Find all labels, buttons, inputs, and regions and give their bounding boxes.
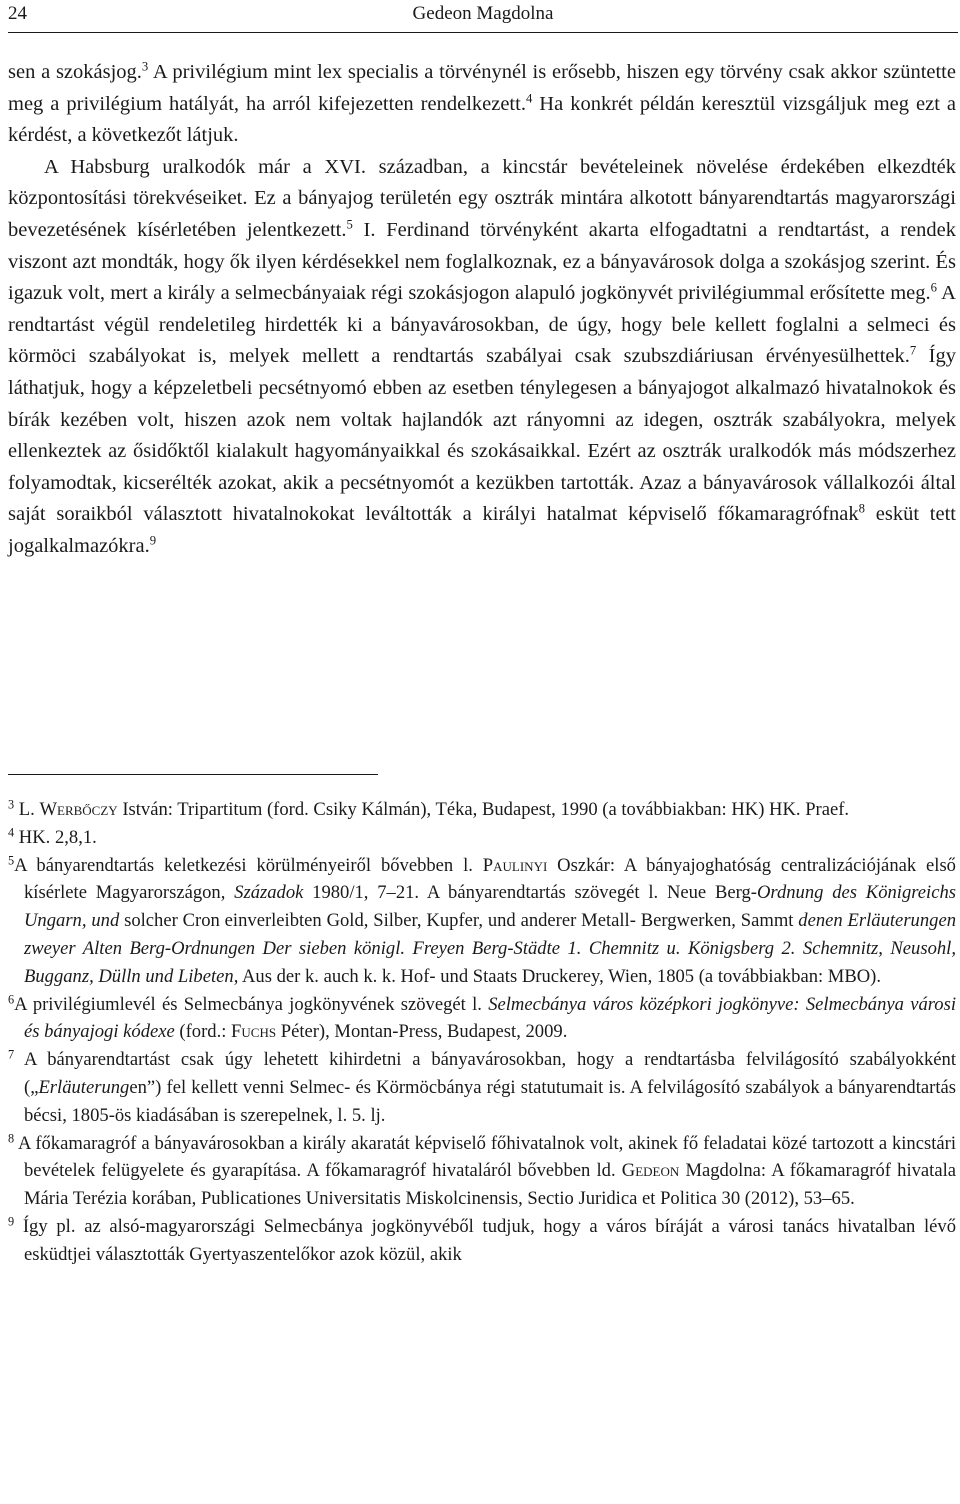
- text-run: A bányarendtartás keletkezési körülményeiről bővebben l.: [14, 854, 483, 876]
- page-number: 24: [8, 3, 27, 24]
- text-run: solcher Cron einverleibten Gold, Silber, Kupfer, und anderer Metall- Bergwerken, Sammt: [119, 910, 799, 932]
- term: Erläuterung: [38, 1076, 130, 1098]
- footnote-5: [8, 852, 956, 991]
- paragraph-1: [8, 57, 956, 152]
- text-run: A főkamaragróf a bányavárosokban a király akaratát képviselő főhivatalnok volt, akinek fő feladatai közé tartozott a kincstári bevételek felügyelete és gyarapítása. A főkamaragróf hivataláról bővebben ld.: [14, 1132, 956, 1182]
- work-title: Selmecbánya város középkori jogkönyve: Selmecbánya városi és bányajogi kódexe: [24, 993, 957, 1043]
- footnotes: [8, 796, 956, 1269]
- footnote-number: 9: [8, 1214, 15, 1229]
- text-run: (ford.:: [174, 1021, 232, 1043]
- footnote-ref-9[interactable]: 9: [149, 533, 157, 548]
- text-run: Magdolna: A főkamaragróf hivatala Mária Terézia korában, Publicationes Universitatis Miskolcinensis, Sectio Juridica et Politica 30 (2012), 53–65.: [24, 1160, 956, 1210]
- footnote-ref-5[interactable]: 5: [346, 217, 353, 232]
- text-run: Oszkár: A bányajoghatóság centralizációjának első kísérlete Magyarországon,: [24, 854, 956, 904]
- footnote-number: 5: [8, 852, 15, 867]
- main-text: [8, 57, 956, 563]
- work-title: denen Erläuterungen zweyer Alten Berg-Ordnungen Der sieben königl. Freyen Berg-Städte 1. Chemnitz u. Königsberg 2. Schemnitz, Neusohl, Bugganz, Dülln und Libeten: [24, 910, 956, 987]
- text-run: A privilégium mint lex specialis a törvénynél is erősebb, hiszen egy törvény csak akkor szüntette meg a privilégium hatályát, ha arról kifejezetten rendelkezett.: [8, 61, 956, 115]
- footnote-4: [8, 824, 956, 852]
- text-run: 1980/1, 7–21. A bányarendtartás szövegét l. Neue Berg-: [303, 882, 757, 904]
- author-name: Paulinyi: [482, 854, 548, 876]
- footnote-ref-3[interactable]: 3: [141, 59, 149, 74]
- author-name: Werbőczy: [39, 799, 118, 820]
- journal-title: Századok: [234, 882, 304, 904]
- text-run: esküt tett jogalkalmazókra.: [8, 503, 956, 557]
- text-run: , Aus der k. auch k. k. Hof- und Staats Druckerey, Wien, 1805 (a továbbiakban: MBO).: [233, 965, 882, 987]
- text-run: A privilégiumlevél és Selmecbánya jogkönyvének szövegét l.: [14, 993, 489, 1015]
- running-author: Gedeon Magdolna: [412, 3, 554, 24]
- running-header: [8, 0, 958, 33]
- text-run: Így pl. az alsó-magyarországi Selmecbánya jogkönyvéből tudjuk, hogy a város bíráját a városi tanács hivatalban lévő esküdtjei választották Gyertyaszentelőkor azok közül, akik: [14, 1215, 956, 1265]
- text-run: A Habsburg uralkodók már a XVI. században, a kincstár bevételeinek növelése érdekében elkezdték központosítási törekvéseiket. Ez a bányajog területén egy osztrák mintára alkotott bányarendtartás magyarországi bevezetésének kísérletében jelentkezett.: [8, 155, 956, 241]
- text-run: I. Ferdinand törvényként akarta elfogadtatni a rendtartást, a rendek viszont azt mondták, hogy ők ilyen kérdésekkel nem foglalkoznak, ez a bányavárosok dolga a szokásjog szerint. És igazuk volt, mert a király a selmecbányaiak régi szokásjogon alapuló jogkönyvét privilégiummal erősítette meg.: [8, 218, 956, 305]
- footnote-number: 7: [8, 1047, 15, 1062]
- text-run: L.: [18, 799, 40, 820]
- author-name: Gedeon: [621, 1160, 680, 1182]
- footnote-6: [8, 991, 956, 1047]
- paragraph-2: [8, 152, 956, 563]
- footnote-9: [8, 1213, 956, 1269]
- author-name: Fuchs: [231, 1021, 277, 1043]
- text-run: HK. 2,8,1.: [18, 826, 97, 848]
- footnote-separator: [8, 774, 378, 775]
- footnote-ref-6[interactable]: 6: [930, 280, 938, 295]
- footnote-ref-8[interactable]: 8: [858, 501, 865, 516]
- footnote-number: 6: [8, 991, 15, 1006]
- footnote-3: [8, 796, 956, 824]
- text-run: A bányarendtartást csak úgy lehetett kihirdetni a bányavárosokban, hogy a rendtartásba felvilágosító szabályokként („: [14, 1049, 956, 1098]
- footnote-ref-7[interactable]: 7: [909, 343, 917, 358]
- work-title: Ordnung des Königreichs Ungarn, und: [24, 882, 957, 932]
- text-run: A rendtartást végül rendeletileg hirdették ki a bányavárosokban, de úgy, hogy bele kellett foglalni a selmeci és körmöci szabályokat is, melyek mellett a rendtartás szabályai csak szubszdiáriusan érvényesülhettek.: [8, 282, 956, 368]
- text-run: István: Tripartitum (ford. Csiky Kálmán), Téka, Budapest, 1990 (a továbbiakban: HK) HK. Praef.: [117, 799, 850, 820]
- footnote-number: 4: [8, 825, 15, 840]
- text-run: Péter), Montan-Press, Budapest, 2009.: [276, 1021, 568, 1043]
- footnote-ref-4[interactable]: 4: [525, 91, 533, 106]
- footnote-number: 8: [8, 1130, 15, 1145]
- text-run: Így láthatjuk, hogy a képzeletbeli pecsétnyomó ebben az esetben ténylegesen a bányajogot alkalmazó hivatalnokok és bírák kezében volt, hiszen azok nem voltak hajlandók azt rányomni az idegen, osztrák szabályokra, melyek ellenkeztek az ősidőktől kialakult hagyományaikkal és szokásaikkal. Ezért az osztrák uralkodók más módszerhez folyamodtak, kicserélték azokat, akik a pecsétnyomót a kezükben tartották. Azaz a bányavárosok vállalkozói által saját soraikból választott hivatalnokokat leváltották a királyi hatalmat képviselő főkamaragrófnak: [8, 345, 957, 526]
- text-run: sen a szokásjog.: [8, 61, 142, 83]
- footnote-number: 3: [8, 797, 15, 812]
- footnote-7: [8, 1046, 956, 1129]
- footnote-8: [8, 1130, 956, 1213]
- text-run: en”) fel kellett venni Selmec- és Körmöcbánya régi statutumait is. A felvilágosító szabályok a bányarendtartás bécsi, 1805-ös kiadásában is szerepelnek, l. 5. lj.: [24, 1076, 956, 1126]
- text-run: Ha konkrét példán keresztül vizsgáljuk meg ezt a kérdést, a következőt látjuk.: [8, 92, 956, 147]
